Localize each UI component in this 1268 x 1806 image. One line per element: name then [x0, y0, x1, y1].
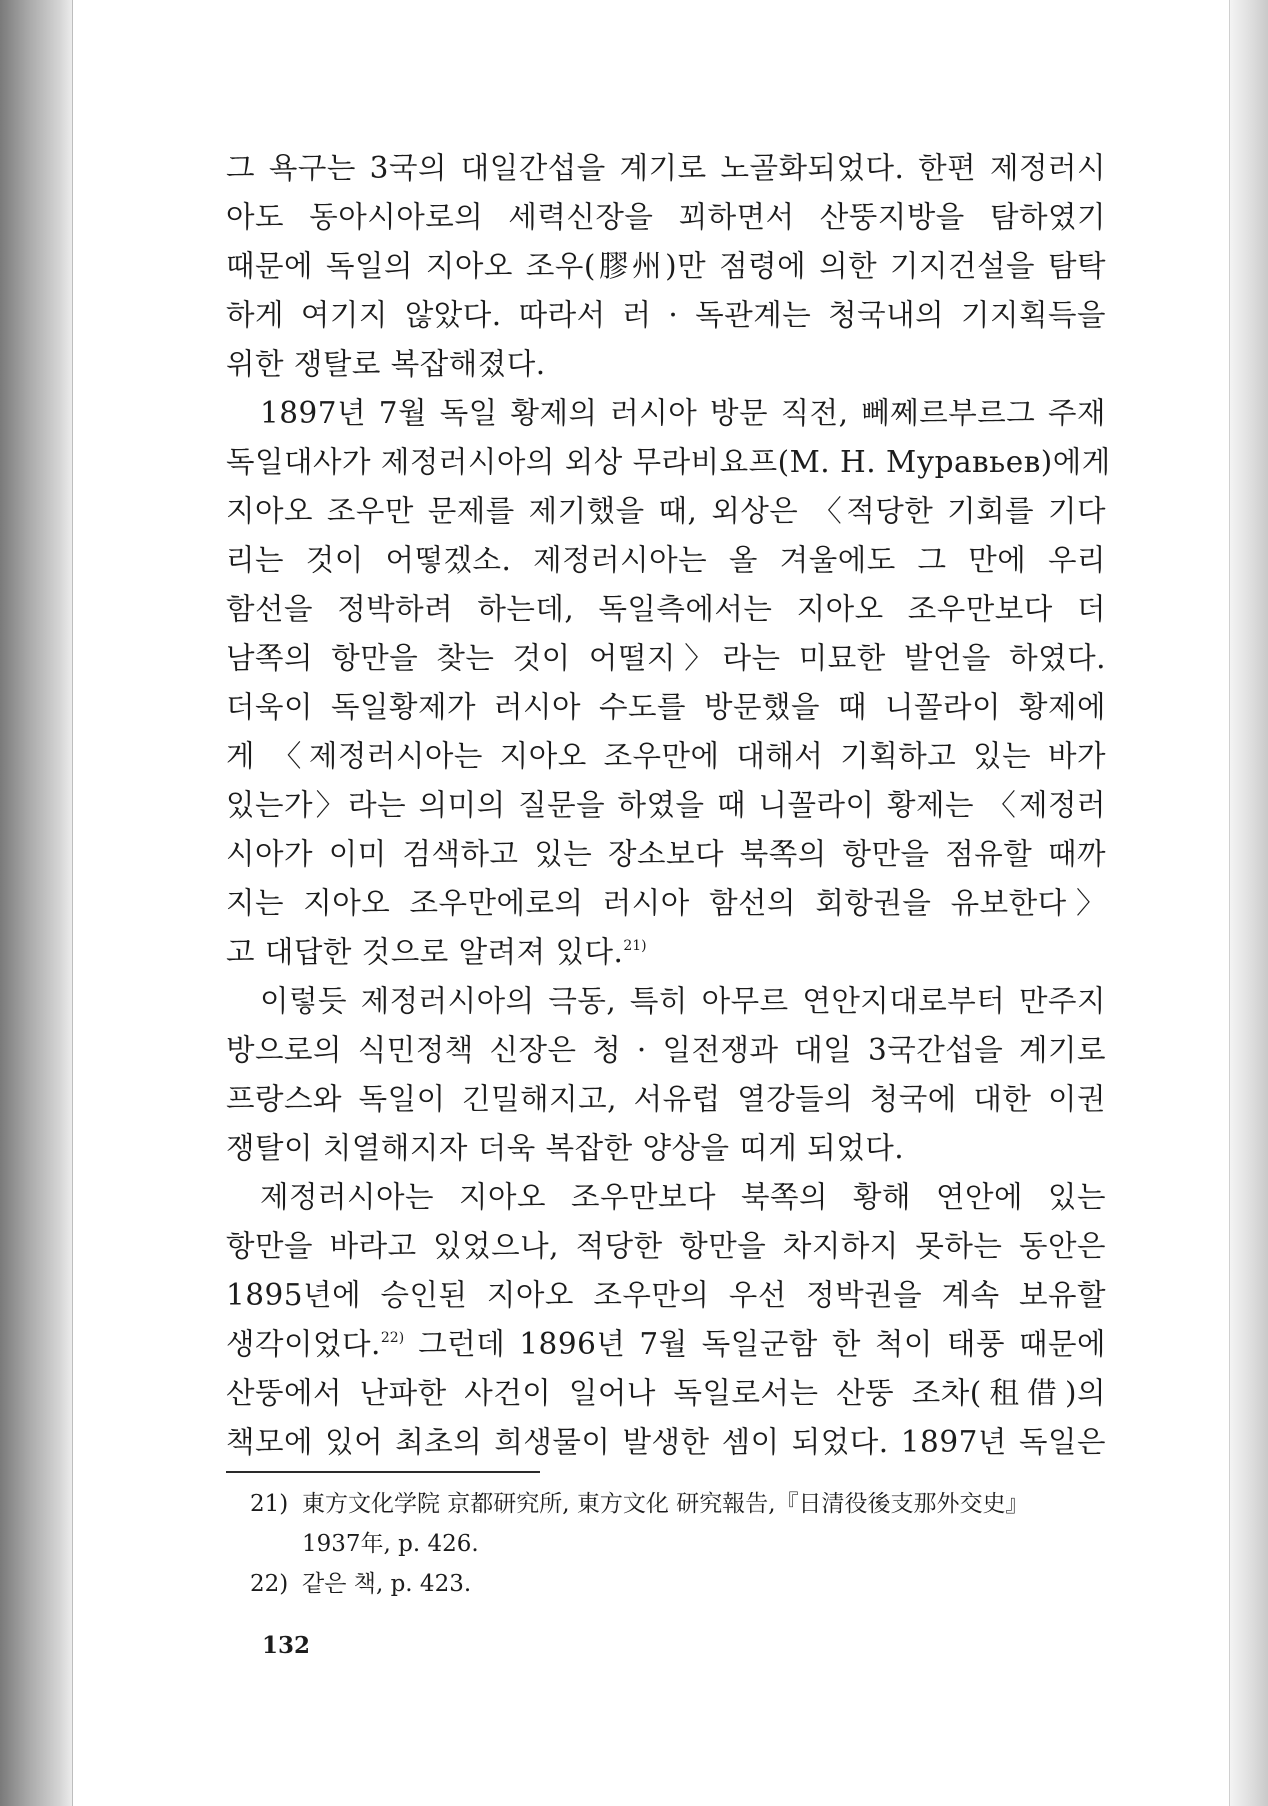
text-line	[226, 928, 1106, 977]
text-line: 독일대사가 제정러시아의 외상 무라비요프(M. H. Муравьев)에게	[226, 445, 1111, 479]
text-line: 책모에 있어 최초의 희생물이 발생한 셈이 되었다. 1897년 독일은	[226, 1425, 1106, 1459]
text-line: 리는 것이 어떻겠소. 제정러시아는 올 겨울에도 그 만에 우리	[226, 543, 1106, 577]
footnotes	[226, 1484, 1126, 1604]
text-line: 위한 쟁탈로 복잡해졌다.	[226, 347, 546, 381]
body-text	[226, 144, 1111, 1467]
text-line: 시아가 이미 검색하고 있는 장소보다 북쪽의 항만을 점유할 때까	[226, 837, 1106, 871]
footnote-text: 같은 책, p. 423.	[302, 1571, 472, 1597]
text-line: 있는가〉라는 의미의 질문을 하였을 때 니꼴라이 황제는 〈제정러	[226, 788, 1106, 822]
footnote-number: 21)	[250, 1491, 289, 1517]
text-line: 하게 여기지 않았다. 따라서 러 · 독관계는 청국내의 기지획득을	[226, 298, 1106, 332]
text-line: 항만을 바라고 있었으나, 적당한 항만을 차지하지 못하는 동안은	[226, 1229, 1106, 1263]
text-line: 게 〈제정러시아는 지아오 조우만에 대해서 기획하고 있는 바가	[226, 739, 1106, 773]
text-line: 함선을 정박하려 하는데, 독일측에서는 지아오 조우만보다 더	[226, 592, 1106, 626]
text-line: 1895년에 승인된 지아오 조우만의 우선 정박권을 계속 보유할	[226, 1278, 1106, 1312]
text-line-segment: 그런데 1896년 7월 독일군함 한 척이 태풍 때문에	[418, 1327, 1106, 1361]
text-line: 이렇듯 제정러시아의 극동, 특히 아무르 연안지대로부터 만주지	[260, 984, 1106, 1018]
footnote-text: 東方文化学院 京都研究所, 東方文化 研究報告,『日清役後支那外交史』	[302, 1491, 1029, 1517]
text-line-segment: 고 대답한 것으로 알려져 있다.	[226, 935, 624, 969]
text-line: 그 욕구는 3국의 대일간섭을 계기로 노골화되었다. 한편 제정러시	[226, 151, 1106, 185]
footnote-21-continuation: 1937年, p. 426.	[302, 1531, 479, 1557]
text-line: 제정러시아는 지아오 조우만보다 북쪽의 황해 연안에 있는	[260, 1180, 1106, 1214]
text-line	[226, 1320, 1106, 1369]
text-line: 프랑스와 독일이 긴밀해지고, 서유럽 열강들의 청국에 대한 이권	[226, 1082, 1106, 1116]
text-line: 남쪽의 항만을 찾는 것이 어떨지〉라는 미묘한 발언을 하였다.	[226, 641, 1106, 675]
text-line: 때문에 독일의 지아오 조우(膠州)만 점령에 의한 기지건설을 탐탁	[226, 249, 1106, 283]
footnote-divider	[226, 1471, 540, 1473]
footnote-number: 22)	[250, 1571, 289, 1597]
footnote-22	[226, 1564, 1126, 1604]
text-line: 아도 동아시아로의 세력신장을 꾀하면서 산뚱지방을 탐하였기	[226, 200, 1106, 234]
text-line: 1897년 7월 독일 황제의 러시아 방문 직전, 뻬쩨르부르그 주재	[260, 396, 1106, 430]
text-line: 쟁탈이 치열해지자 더욱 복잡한 양상을 띠게 되었다.	[226, 1131, 905, 1165]
footnote-reference: 22)	[380, 1330, 405, 1346]
text-line: 지아오 조우만 문제를 제기했을 때, 외상은 〈적당한 기회를 기다	[226, 494, 1106, 528]
page-number: 132	[262, 1632, 311, 1659]
page-edge-shadow-right	[1230, 0, 1268, 1806]
text-line: 지는 지아오 조우만에로의 러시아 함선의 회항권을 유보한다〉	[226, 886, 1106, 920]
text-line: 산뚱에서 난파한 사건이 일어나 독일로서는 산뚱 조차(租借)의	[226, 1376, 1106, 1410]
footnote-reference: 21)	[623, 938, 647, 954]
text-line: 더욱이 독일황제가 러시아 수도를 방문했을 때 니꼴라이 황제에	[226, 690, 1106, 724]
text-line-segment: 생각이었다.	[226, 1327, 381, 1361]
page-edge-shadow-left	[0, 0, 72, 1806]
footnote-21	[226, 1484, 1126, 1524]
text-line: 방으로의 식민정책 신장은 청 · 일전쟁과 대일 3국간섭을 계기로	[226, 1033, 1106, 1067]
